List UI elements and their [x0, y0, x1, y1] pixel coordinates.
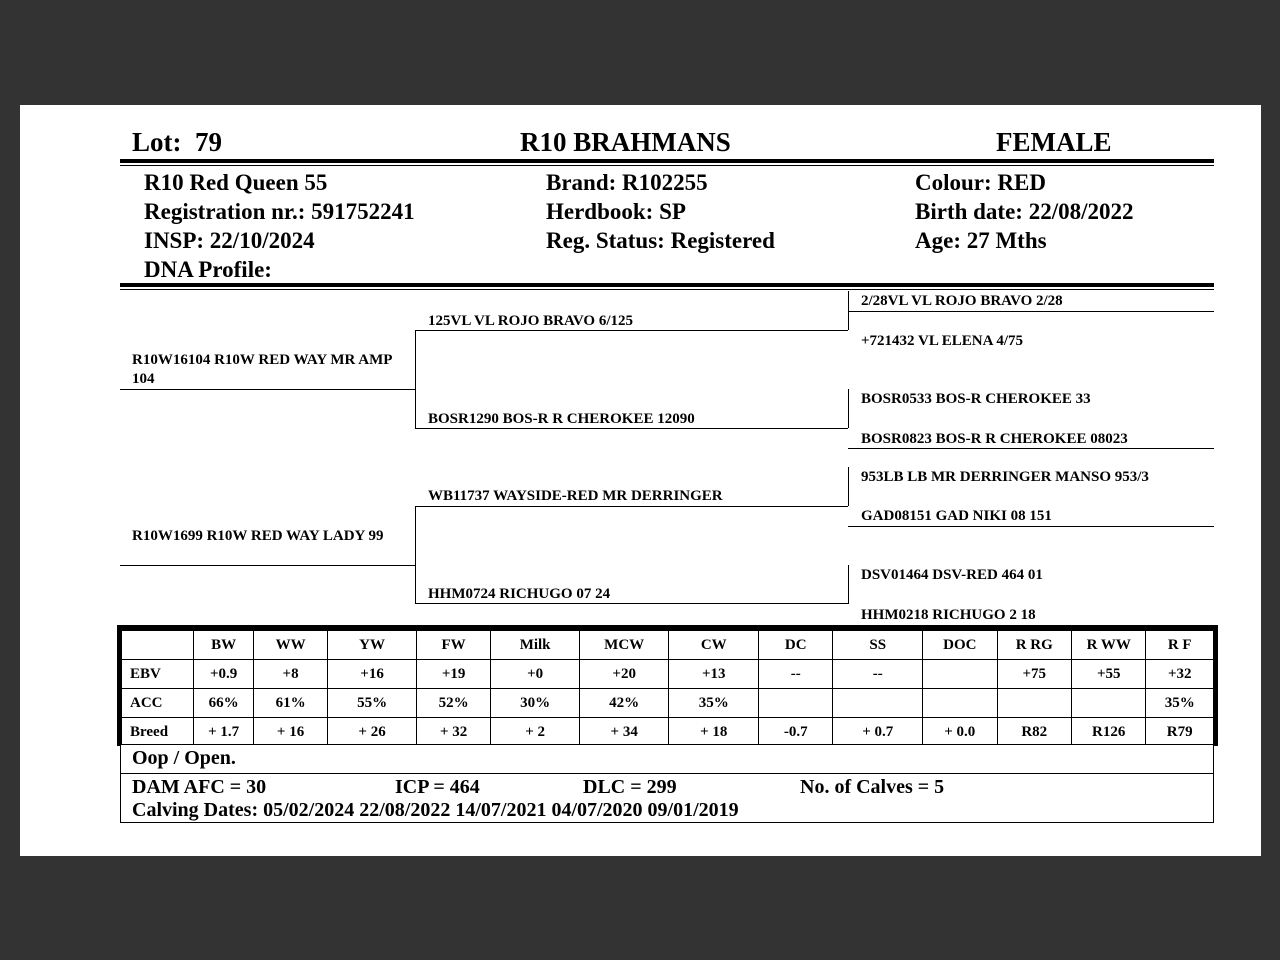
acc-cell: 66%	[194, 689, 253, 718]
acc-cell: 30%	[491, 689, 580, 718]
ebv-col-header: SS	[833, 631, 923, 660]
ebv-row	[122, 660, 1214, 689]
breed-cell: + 26	[328, 718, 417, 747]
ebv-cell: +13	[669, 660, 759, 689]
ebv-cell: +16	[328, 660, 417, 689]
ebv-col-header: WW	[253, 631, 327, 660]
ggp-line-3	[848, 526, 1214, 527]
breed-cell: R79	[1146, 718, 1214, 747]
header-rule-thin	[120, 165, 1214, 166]
acc-cell: 35%	[1146, 689, 1214, 718]
breed-cell: + 1.7	[194, 718, 253, 747]
ds-line	[415, 506, 848, 507]
ebv-table-frame	[117, 625, 1218, 746]
ebv-col-header: FW	[416, 631, 490, 660]
breeder-title: R10 BRAHMANS	[520, 127, 731, 157]
acc-cell	[997, 689, 1071, 718]
age: Age: 27 Mths	[915, 228, 1047, 253]
ebv-cell: +19	[416, 660, 490, 689]
acc-cell	[1071, 689, 1145, 718]
ebv-col-header: Milk	[491, 631, 580, 660]
pedigree-ggp-5: 953LB LB MR DERRINGER MANSO 953/3	[861, 469, 1149, 485]
pregnancy-status: Oop / Open.	[132, 747, 236, 769]
ss-line	[415, 330, 848, 331]
acc-cell	[759, 689, 833, 718]
dam-dlc: DLC = 299	[583, 776, 677, 798]
registration-number: Registration nr.: 591752241	[144, 199, 415, 224]
acc-cell: 52%	[416, 689, 490, 718]
lot-label: Lot:	[132, 127, 182, 157]
breed-row-label: Breed	[122, 718, 194, 747]
pedigree-ggp-6: GAD08151 GAD NIKI 08 151	[861, 508, 1052, 524]
pedigree-ggp-8: HHM0218 RICHUGO 2 18	[861, 607, 1036, 623]
breed-cell: + 18	[669, 718, 759, 747]
acc-cell	[923, 689, 997, 718]
ebv-cell: +0	[491, 660, 580, 689]
pedigree-sire-dam: BOSR1290 BOS-R R CHEROKEE 12090	[428, 411, 695, 427]
breed-cell: -0.7	[759, 718, 833, 747]
breed-cell: + 0.0	[923, 718, 997, 747]
breed-cell: + 2	[491, 718, 580, 747]
breed-cell: R82	[997, 718, 1071, 747]
pedigree-sire: R10W16104 R10W RED WAY MR AMP 104	[132, 352, 392, 387]
acc-cell: 42%	[579, 689, 669, 718]
ebv-col-header: R F	[1146, 631, 1214, 660]
acc-cell: 35%	[669, 689, 759, 718]
ebv-col-header: DOC	[923, 631, 997, 660]
pregnancy-status-box	[120, 744, 1214, 774]
animal-info-right	[915, 168, 1134, 255]
ggp-line-1	[848, 311, 1214, 312]
dna-profile: DNA Profile:	[144, 257, 272, 282]
calving-dates: Calving Dates: 05/02/2024 22/08/2022 14/07/2021 04/07/2020 09/01/2019	[132, 799, 739, 821]
sd-line	[415, 428, 848, 429]
ebv-row-label: EBV	[122, 660, 194, 689]
ebv-cell: +0.9	[194, 660, 253, 689]
ebv-col-header: YW	[328, 631, 417, 660]
pedigree-ggp-4: BOSR0823 BOS-R R CHEROKEE 08023	[861, 431, 1128, 447]
breed-cell: + 32	[416, 718, 490, 747]
ebv-table	[121, 630, 1214, 747]
info-rule	[120, 283, 1214, 287]
ebv-col-header: R RG	[997, 631, 1071, 660]
ebv-cell: --	[759, 660, 833, 689]
pedigree-ggp-3: BOSR0533 BOS-R CHEROKEE 33	[861, 391, 1091, 407]
ebv-col-header	[122, 631, 194, 660]
sire-line	[120, 389, 416, 390]
dam-stats-box	[120, 773, 1214, 823]
sex-label: FEMALE	[996, 127, 1112, 157]
animal-info-left	[144, 168, 415, 284]
dam-afc: DAM AFC = 30	[132, 776, 267, 798]
herdbook: Herdbook: SP	[546, 199, 686, 224]
pedigree-ggp-2: +721432 VL ELENA 4/75	[861, 333, 1024, 349]
pedigree-dam: R10W1699 R10W RED WAY LADY 99	[132, 528, 384, 544]
lot-label-group	[132, 127, 222, 157]
ggp-bracket-3	[848, 467, 849, 506]
ebv-col-header: BW	[194, 631, 253, 660]
lot-number: 79	[195, 127, 222, 157]
ebv-col-header: R WW	[1071, 631, 1145, 660]
ebv-col-header: CW	[669, 631, 759, 660]
dam-icp: ICP = 464	[395, 776, 480, 798]
pedigree-dam-sire: WB11737 WAYSIDE-RED MR DERRINGER	[428, 488, 723, 504]
acc-row	[122, 689, 1214, 718]
colour: Colour: RED	[915, 170, 1046, 195]
pedigree-ggp-1: 2/28VL VL ROJO BRAVO 2/28	[861, 293, 1063, 309]
dd-line	[415, 603, 848, 604]
reg-status: Reg. Status: Registered	[546, 228, 775, 253]
ebv-cell: --	[833, 660, 923, 689]
pedigree-sire-sire: 125VL VL ROJO BRAVO 6/125	[428, 313, 634, 329]
ebv-cell	[923, 660, 997, 689]
breed-cell: + 0.7	[833, 718, 923, 747]
ggp-bracket-2	[848, 389, 849, 428]
breed-row	[122, 718, 1214, 747]
breed-cell: + 34	[579, 718, 669, 747]
animal-name: R10 Red Queen 55	[144, 170, 328, 195]
dam-line	[120, 565, 416, 566]
acc-cell: 55%	[328, 689, 417, 718]
pedigree-ggp-7: DSV01464 DSV-RED 464 01	[861, 567, 1043, 583]
info-rule-thin	[120, 289, 1214, 290]
acc-cell	[833, 689, 923, 718]
breed-cell: R126	[1071, 718, 1145, 747]
insp-date: INSP: 22/10/2024	[144, 228, 315, 253]
acc-cell: 61%	[253, 689, 327, 718]
header-rule	[120, 159, 1214, 163]
birth-date: Birth date: 22/08/2022	[915, 199, 1134, 224]
ebv-header-row	[122, 631, 1214, 660]
ebv-cell: +8	[253, 660, 327, 689]
breed-cell: + 16	[253, 718, 327, 747]
dam-bracket	[415, 506, 416, 604]
sire-bracket	[415, 330, 416, 428]
animal-info-middle	[546, 168, 775, 255]
ggp-bracket-4	[848, 565, 849, 604]
ebv-cell: +32	[1146, 660, 1214, 689]
lot-sheet	[20, 105, 1261, 856]
pedigree-dam-dam: HHM0724 RICHUGO 07 24	[428, 586, 611, 602]
dam-calves: No. of Calves = 5	[800, 776, 945, 798]
acc-row-label: ACC	[122, 689, 194, 718]
ebv-cell: +75	[997, 660, 1071, 689]
ebv-cell: +55	[1071, 660, 1145, 689]
brand: Brand: R102255	[546, 170, 708, 195]
ebv-col-header: DC	[759, 631, 833, 660]
ebv-col-header: MCW	[579, 631, 669, 660]
ebv-cell: +20	[579, 660, 669, 689]
